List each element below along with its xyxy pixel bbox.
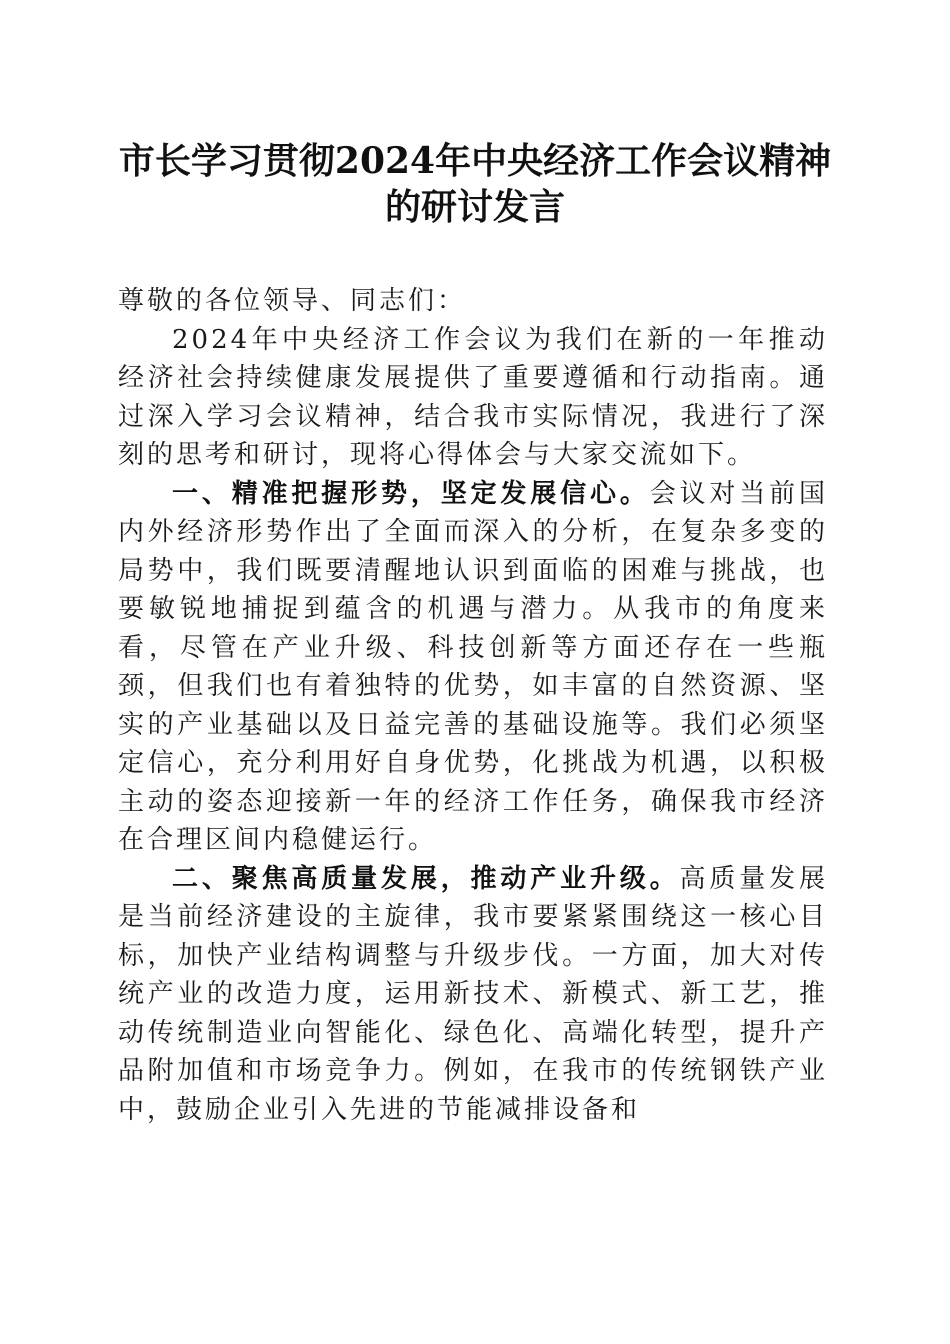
salutation: 尊敬的各位领导、同志们： — [118, 286, 467, 316]
intro-paragraph: 2024年中央经济工作会议为我们在新的一年推动经济社会持续健康发展提供了重要遵循和行动指南。通过深入学习会议精神，结合我市实际情况，我进行了深刻的思考和研讨，现将心得体会与大家交流如下。 — [118, 324, 828, 470]
section-2-paragraph — [118, 860, 828, 1130]
section-1-heading: 一、精准把握形势，坚定发展信心。 — [172, 478, 650, 509]
title-line-2: 的研讨发言 — [384, 186, 565, 228]
document-body — [118, 282, 828, 1129]
section-1-text: 会议对当前国内外经济形势作出了全面而深入的分析，在复杂多变的局势中，我们既要清醒地认识到面临的困难与挑战，也要敏锐地捕捉到蕴含的机遇与潜力。从我市的角度来看，尽管在产业升级、科技创新等方面还存在一些瓶颈，但我们也有着独特的优势，如丰富的自然资源、坚实的产业基础以及日益完善的基础设施等。我们必须坚定信心，充分利用好自身优势，化挑战为机遇，以积极主动的姿态迎接新一年的经济工作任务，确保我市经济在合理区间内稳健运行。 — [118, 478, 828, 855]
section-2-heading: 二、聚焦高质量发展，推动产业升级。 — [172, 863, 680, 894]
section-2-text: 高质量发展是当前经济建设的主旋律，我市要紧紧围绕这一核心目标，加快产业结构调整与升级步伐。一方面，加大对传统产业的改造力度，运用新技术、新模式、新工艺，推动传统制造业向智能化、绿色化、高端化转型，提升产品附加值和市场竞争力。例如，在我市的传统钢铁产业中，鼓励企业引入先进的节能减排设备和 — [118, 863, 828, 1125]
section-1-paragraph — [118, 475, 828, 860]
title-line-1: 市长学习贯彻2024年中央经济工作会议精神 — [118, 140, 832, 182]
document-title — [100, 138, 850, 230]
